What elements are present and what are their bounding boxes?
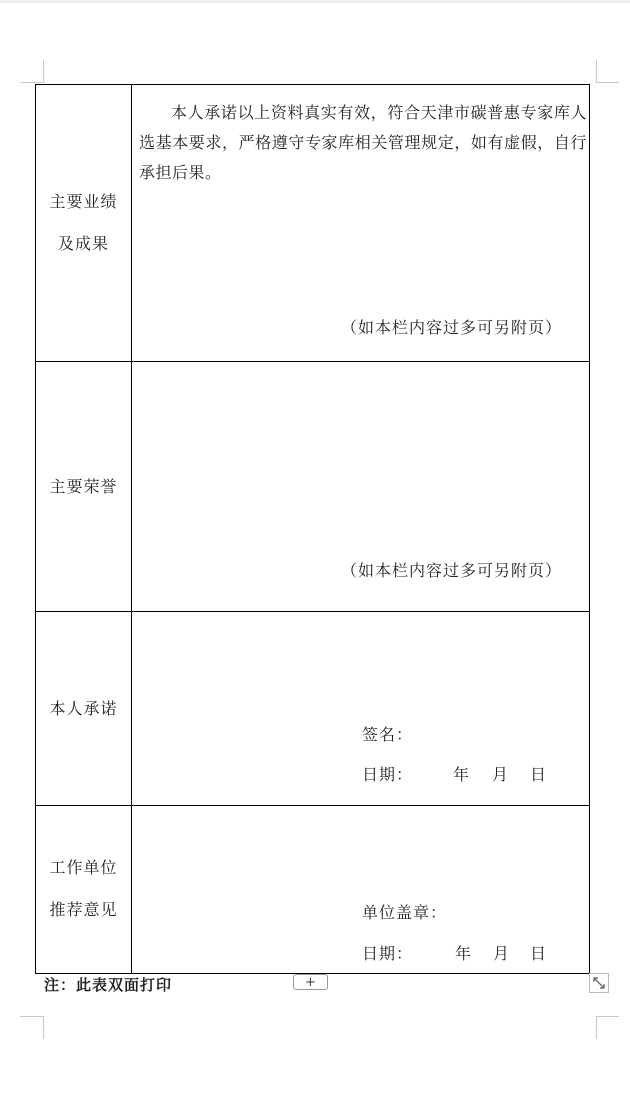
date-label: 日期： (362, 944, 414, 963)
row-divider (36, 361, 589, 362)
commitment-label (36, 688, 131, 730)
add-row-button[interactable] (293, 974, 328, 990)
employer-opinion-label (36, 847, 131, 931)
row-divider (36, 805, 589, 806)
label-line: 推荐意见 (49, 900, 118, 919)
label-line: 及成果 (57, 234, 109, 253)
row-divider (36, 611, 589, 612)
month-label: 月 (492, 765, 510, 784)
crop-mark-bottom-left-h (20, 1016, 43, 1017)
crop-mark-top-left-h (20, 82, 43, 83)
label-line: 主要业绩 (49, 192, 118, 211)
expand-arrows-icon (590, 974, 608, 992)
label-line: 主要荣誉 (49, 477, 118, 496)
year-label: 年 (453, 765, 471, 784)
achievements-label (36, 181, 131, 265)
crop-mark-top-left (43, 60, 44, 83)
date-label: 日期： (362, 765, 414, 784)
overflow-note: （如本栏内容过多可另附页） (341, 561, 563, 580)
day-label: 日 (530, 944, 548, 963)
top-border (0, 0, 630, 3)
crop-mark-top-right (596, 60, 597, 83)
plus-icon: + (305, 975, 316, 990)
label-line: 本人承诺 (49, 699, 118, 718)
day-label: 日 (530, 765, 548, 784)
label-line: 工作单位 (49, 858, 118, 877)
commitment-text: 本人承诺以上资料真实有效，符合天津市碳普惠专家库人选基本要求，严格遵守专家库相关管理规定，如有虚假，自行承担后果。 (139, 103, 587, 182)
column-divider (131, 85, 132, 973)
crop-mark-bottom-right-h (596, 1016, 619, 1017)
crop-mark-top-right-h (596, 82, 619, 83)
form-table (35, 84, 590, 974)
expand-button[interactable] (589, 973, 609, 993)
crop-mark-bottom-right (596, 1016, 597, 1039)
honors-label (36, 466, 131, 508)
overflow-note: （如本栏内容过多可另附页） (341, 318, 563, 337)
print-note: 注：此表双面打印 (44, 976, 173, 994)
crop-mark-bottom-left (43, 1016, 44, 1039)
year-label: 年 (455, 944, 473, 963)
stamp-label: 单位盖章： (362, 903, 448, 922)
month-label: 月 (493, 944, 511, 963)
signature-label: 签名： (362, 725, 414, 744)
